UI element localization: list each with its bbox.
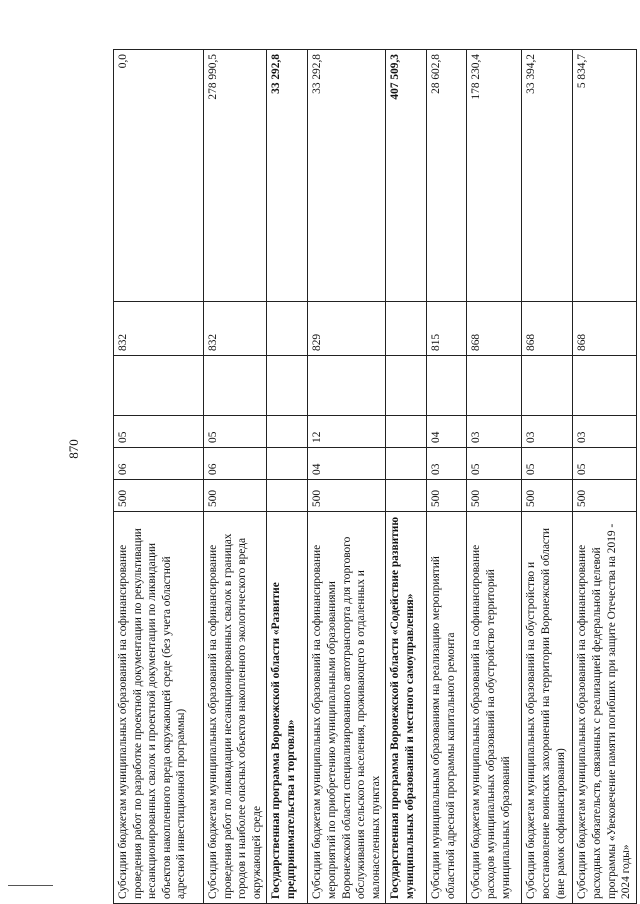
code-csr: [386, 356, 427, 416]
table-row: [427, 50, 467, 904]
code-pr: 03: [467, 416, 522, 448]
code-vr: 868: [573, 302, 636, 356]
code-vr: 868: [522, 302, 573, 356]
row-description: Субсидии бюджетам муниципальных образований на софинансирование проведения работ по разработке проектной документации по рекультивации несанкционированных свалок и проектной документации по ликвидации объектов накопленного вреда окружающей среде (без учета областной адресной инвестиционной программы): [114, 512, 204, 904]
program-row: [267, 50, 308, 904]
code-pr: [267, 416, 308, 448]
table-row: [522, 50, 573, 904]
code-rz: 06: [204, 448, 267, 480]
row-description: Субсидии муниципальным образованиям на реализацию мероприятий областной адресной программы капитального ремонта: [427, 512, 467, 904]
code-pr: 12: [308, 416, 386, 448]
code-ved: 500: [522, 480, 573, 512]
code-csr: [267, 356, 308, 416]
code-rz: 05: [573, 448, 636, 480]
table-row: [467, 50, 522, 904]
code-ved: 500: [204, 480, 267, 512]
code-vr: 832: [204, 302, 267, 356]
code-pr: 03: [522, 416, 573, 448]
row-amount: 0,0: [114, 50, 204, 302]
row-amount: 278 990,5: [204, 50, 267, 302]
program-row: [386, 50, 427, 904]
row-description: Субсидии бюджетам муниципальных образований на обустройство и восстановление воинских захоронений на территории Воронежской области (вне рамок софинансирования): [522, 512, 573, 904]
code-pr: [386, 416, 427, 448]
table-viewport: [113, 50, 633, 904]
code-ved: 500: [308, 480, 386, 512]
row-amount: 28 602,8: [427, 50, 467, 302]
code-csr: [308, 356, 386, 416]
row-amount: 33 394,2: [522, 50, 573, 302]
page-number: 870: [66, 439, 81, 459]
code-rz: 05: [522, 448, 573, 480]
code-rz: 06: [114, 448, 204, 480]
row-description: Субсидии бюджетам муниципальных образований на софинансирование расходов муниципальных образований на обустройство территорий муниципальных образований: [467, 512, 522, 904]
table-row: [204, 50, 267, 904]
code-rz: [267, 448, 308, 480]
budget-table-body: [114, 50, 637, 904]
code-vr: 829: [308, 302, 386, 356]
table-row: [573, 50, 636, 904]
row-description: Субсидии бюджетам муниципальных образований на софинансирование расходных обязательств, связанных с реализацией федеральной целевой программы «Увековечение памяти погибших при защите Отечества на 2019 - 2024 годы»: [573, 512, 636, 904]
code-vr: [386, 302, 427, 356]
code-rz: [386, 448, 427, 480]
row-description: Государственная программа Воронежской области «Развитие предпринимательства и торговли»: [267, 512, 308, 904]
budget-table: [113, 49, 637, 904]
code-csr: [522, 356, 573, 416]
code-rz: 03: [427, 448, 467, 480]
code-pr: 03: [573, 416, 636, 448]
code-ved: 500: [427, 480, 467, 512]
code-csr: [114, 356, 204, 416]
code-rz: 05: [467, 448, 522, 480]
code-pr: 05: [204, 416, 267, 448]
code-ved: [267, 480, 308, 512]
code-csr: [467, 356, 522, 416]
code-pr: 05: [114, 416, 204, 448]
row-amount: 407 509,3: [386, 50, 427, 302]
row-description: Субсидии бюджетам муниципальных образований на софинансирование мероприятий по приобретению муниципальными образованиями Воронежской области специализированного автотранспорта для торгового обслуживания сельского населения, проживающего в отдаленных и малонаселенных пунктах: [308, 512, 386, 904]
code-ved: 500: [114, 480, 204, 512]
code-csr: [573, 356, 636, 416]
row-amount: 178 230,4: [467, 50, 522, 302]
code-vr: 868: [467, 302, 522, 356]
code-ved: 500: [467, 480, 522, 512]
code-csr: [204, 356, 267, 416]
code-rz: 04: [308, 448, 386, 480]
code-vr: 815: [427, 302, 467, 356]
row-description: Государственная программа Воронежской области «Содействие развитию муниципальных образований и местного самоуправления»: [386, 512, 427, 904]
code-pr: 04: [427, 416, 467, 448]
code-csr: [427, 356, 467, 416]
code-vr: [267, 302, 308, 356]
row-amount: 33 292,8: [267, 50, 308, 302]
code-ved: [386, 480, 427, 512]
row-amount: 5 834,7: [573, 50, 636, 302]
rotated-table-wrapper: [113, 50, 633, 904]
code-vr: 832: [114, 302, 204, 356]
table-row: [114, 50, 204, 904]
footer-line: [8, 885, 53, 886]
table-row: [308, 50, 386, 904]
code-ved: 500: [573, 480, 636, 512]
row-description: Субсидии бюджетам муниципальных образований на софинансирование проведения работ по ликвидации несанкционированных свалок в границах городов и наиболее опасных объектов накопленного экологического вреда окружающей среде: [204, 512, 267, 904]
row-amount: 33 292,8: [308, 50, 386, 302]
